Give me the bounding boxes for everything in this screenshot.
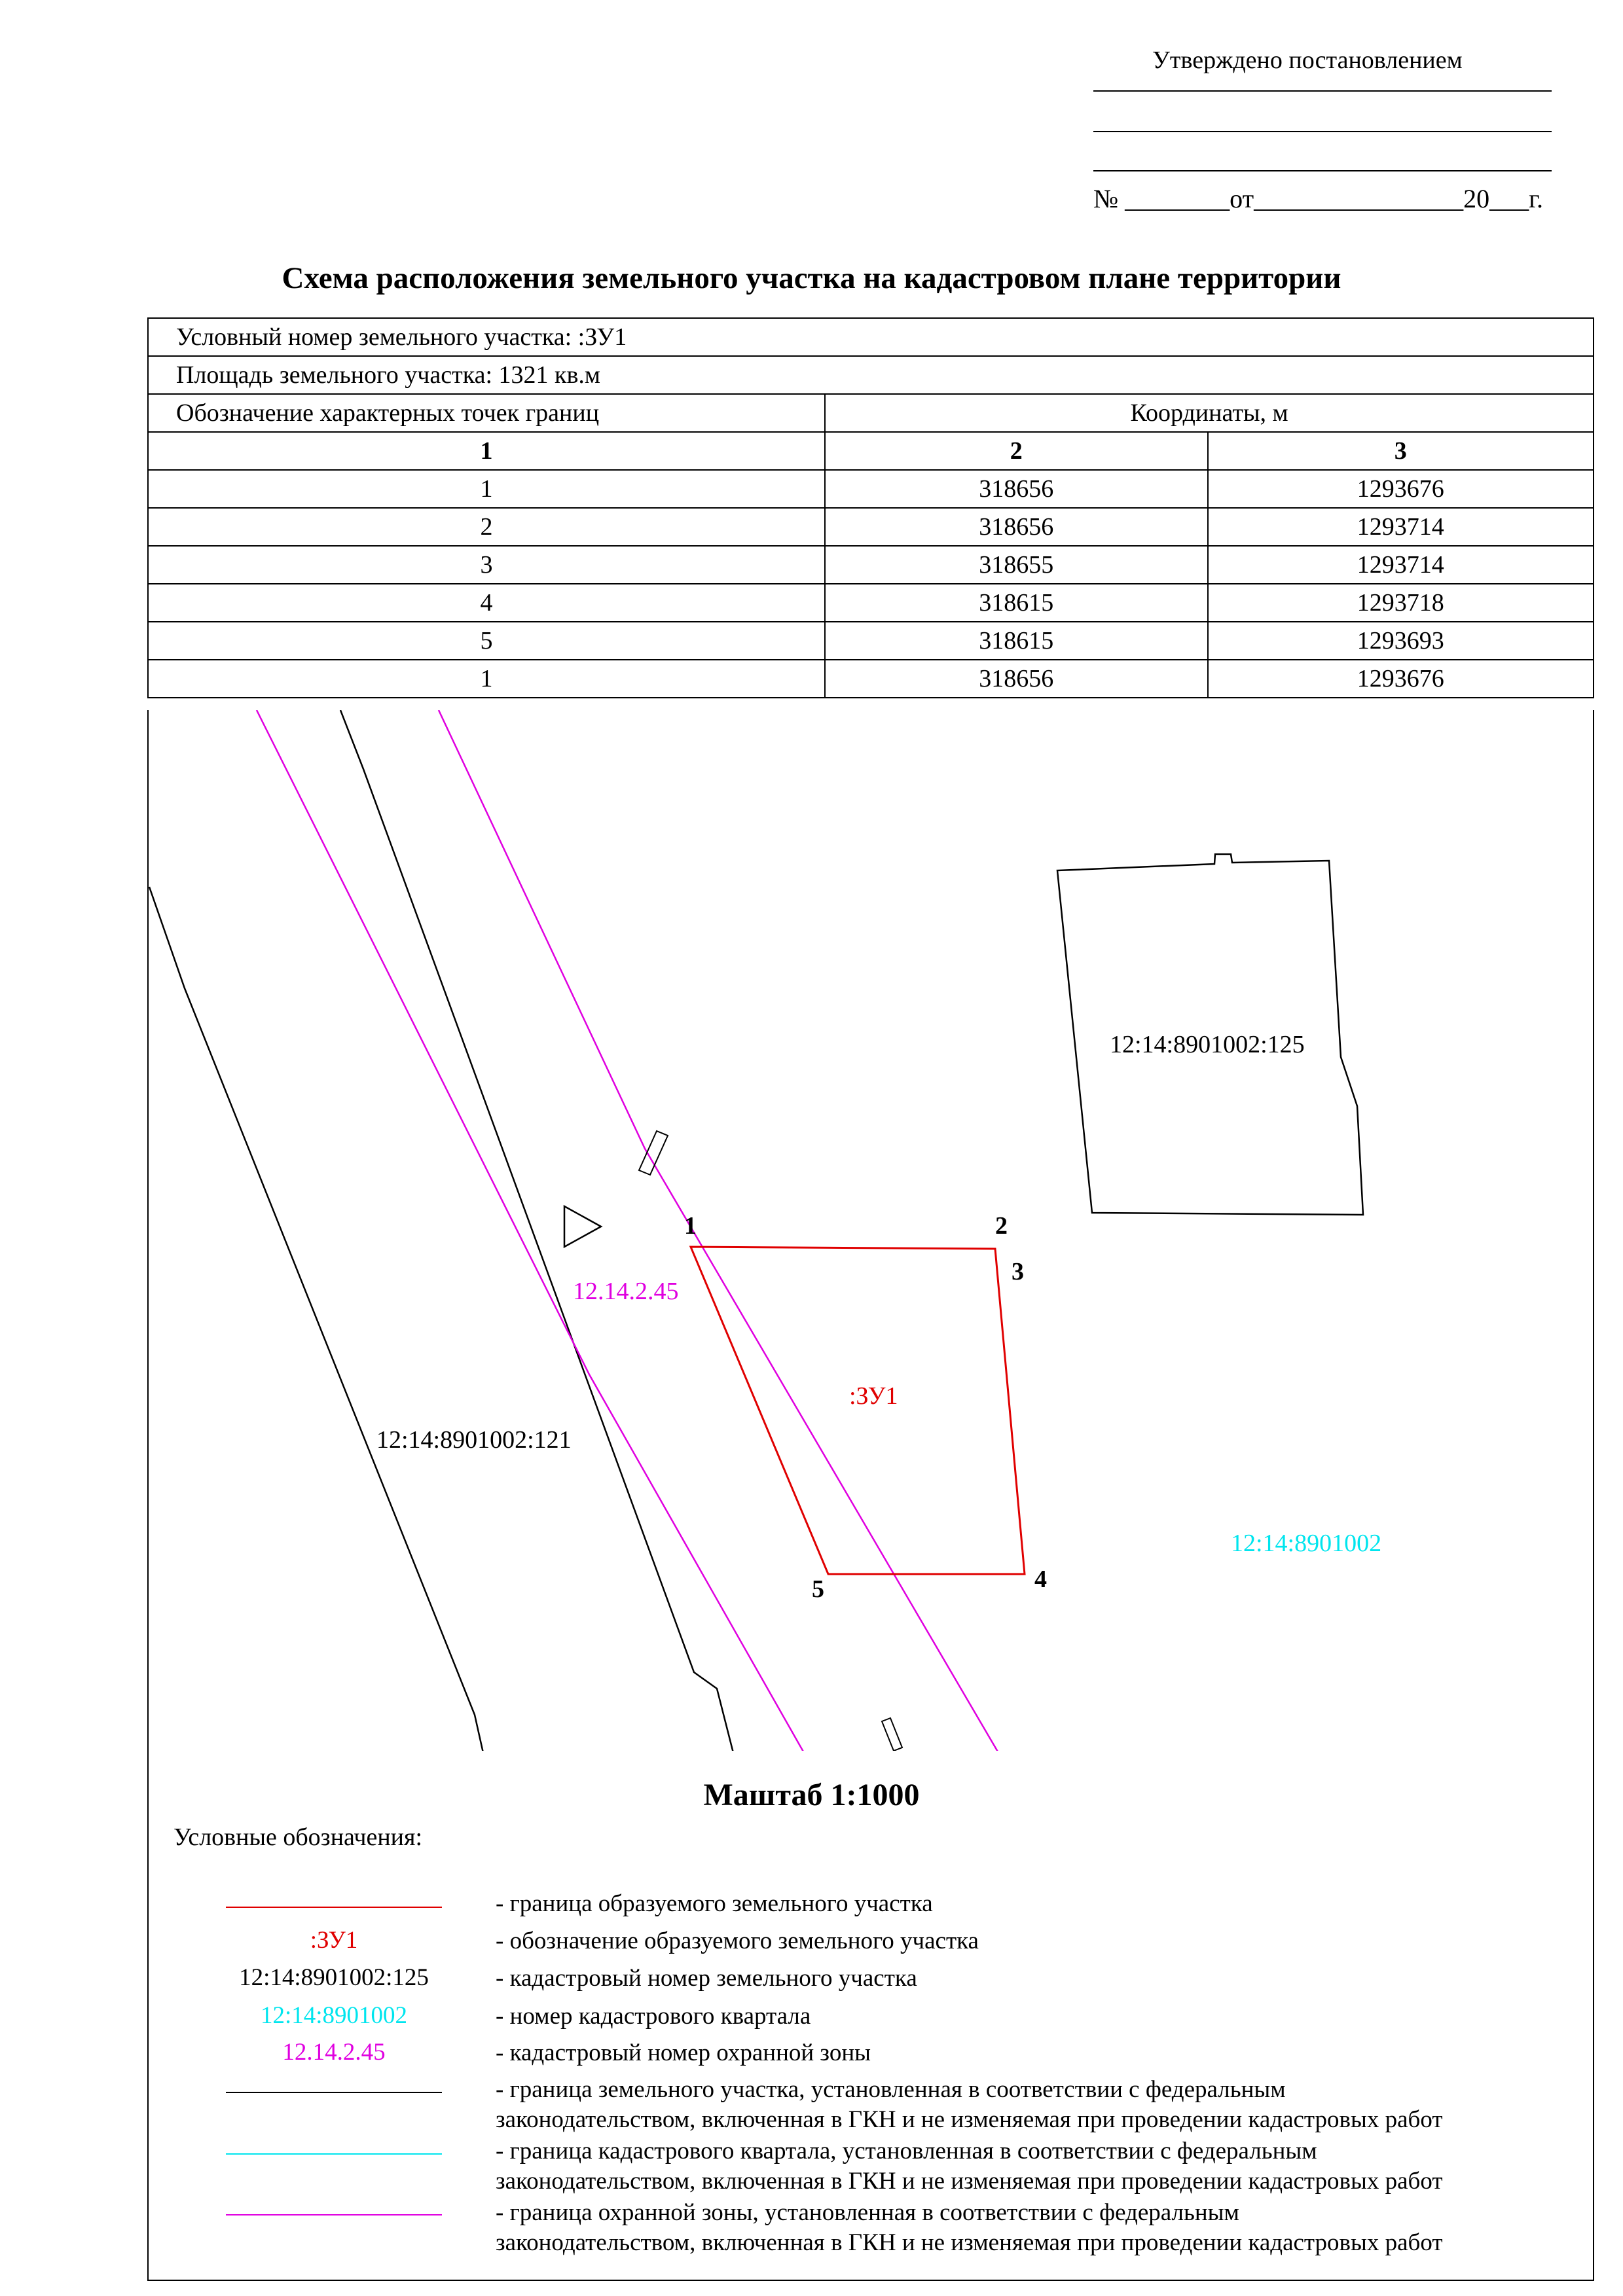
boundary-121-left — [149, 887, 483, 1753]
legend-desc: законодательством, включенная в ГКН и не изменяемая при проведении кадастровых работ — [496, 2106, 1443, 2133]
structure-mark — [639, 1131, 668, 1175]
decree-number-line: № ________от________________20___г. — [1093, 184, 1544, 213]
structure-mark — [882, 1718, 902, 1751]
legend-zone-line — [226, 2214, 442, 2215]
legend-sample-quarter: 12:14:8901002 — [260, 2002, 408, 2029]
legend-desc: законодательством, включенная в ГКН и не изменяемая при проведении кадастровых работ — [496, 2168, 1443, 2195]
y-cell: 1293718 — [1208, 584, 1594, 622]
quarter-label: 12:14:8901002 — [1231, 1530, 1382, 1557]
parcel-zu1-boundary — [691, 1247, 1025, 1574]
point-label: 5 — [812, 1575, 824, 1603]
legend-desc: - номер кадастрового квартала — [496, 2003, 811, 2030]
approved-caption: Утверждено постановлением — [1152, 46, 1463, 74]
landmark-triangle — [564, 1206, 601, 1247]
legend-sample-zu1: :ЗУ1 — [310, 1927, 358, 1954]
legend-desc: - граница образуемого земельного участка — [496, 1890, 933, 1917]
legend-desc: - граница охранной зоны, установленная в соответствии с федеральным — [496, 2199, 1239, 2226]
legend-quarter-line — [226, 2153, 442, 2155]
point-label: 1 — [684, 1212, 697, 1240]
x-cell: 318615 — [825, 622, 1207, 660]
x-cell: 318656 — [825, 660, 1207, 698]
legend-desc: - граница земельного участка, установленная в соответствии с федеральным — [496, 2076, 1286, 2103]
x-cell: 318655 — [825, 546, 1207, 584]
parcel-125-label: 12:14:8901002:125 — [1110, 1031, 1305, 1058]
x-cell: 318615 — [825, 584, 1207, 622]
legend-sample-zone: 12.14.2.45 — [282, 2039, 386, 2066]
boundary-121-right — [340, 710, 733, 1753]
point-cell: 2 — [148, 508, 825, 546]
legend-desc: - кадастровый номер охранной зоны — [496, 2039, 871, 2066]
point-cell: 1 — [148, 470, 825, 508]
y-cell: 1293676 — [1208, 470, 1594, 508]
point-label: 3 — [1012, 1258, 1024, 1285]
legend-desc: - кадастровый номер земельного участка — [496, 1965, 917, 1992]
legend-cadastral-line — [226, 2092, 442, 2093]
legend-desc: законодательством, включенная в ГКН и не изменяемая при проведении кадастровых работ — [496, 2229, 1443, 2256]
point-cell: 1 — [148, 660, 825, 698]
column-number: 1 — [148, 432, 825, 470]
point-label: 4 — [1034, 1566, 1047, 1593]
parcel-area-cell: Площадь земельного участка: 1321 кв.м — [148, 356, 1594, 394]
x-cell: 318656 — [825, 508, 1207, 546]
y-cell: 1293714 — [1208, 508, 1594, 546]
column-number: 3 — [1208, 432, 1594, 470]
point-cell: 4 — [148, 584, 825, 622]
column-number: 2 — [825, 432, 1207, 470]
zone-label: 12.14.2.45 — [573, 1278, 679, 1305]
zone-boundary — [257, 710, 804, 1753]
parcel-zu1-label: :ЗУ1 — [849, 1382, 898, 1410]
legend-sample-cadnum: 12:14:8901002:125 — [239, 1964, 429, 1991]
x-cell: 318656 — [825, 470, 1207, 508]
parcel-number-cell: Условный номер земельного участка: :ЗУ1 — [148, 318, 1594, 356]
coords-header-cell: Координаты, м — [825, 394, 1594, 432]
zone-boundary — [439, 710, 998, 1753]
legend-desc: - обозначение образуемого земельного участка — [496, 1928, 979, 1954]
point-label: 2 — [995, 1212, 1008, 1240]
legend-parcel-line — [226, 1907, 442, 1908]
y-cell: 1293693 — [1208, 622, 1594, 660]
point-cell: 3 — [148, 546, 825, 584]
points-header-cell: Обозначение характерных точек границ — [148, 394, 825, 432]
legend-desc: - граница кадастрового квартала, установленная в соответствии с федеральным — [496, 2138, 1317, 2164]
legend-title: Условные обозначения: — [173, 1823, 423, 1851]
map-scale: Маштаб 1:1000 — [703, 1778, 920, 1812]
parcel-121-label: 12:14:8901002:121 — [376, 1426, 572, 1454]
page-title: Схема расположения земельного участка на кадастровом плане территории — [282, 261, 1341, 295]
y-cell: 1293714 — [1208, 546, 1594, 584]
point-cell: 5 — [148, 622, 825, 660]
y-cell: 1293676 — [1208, 660, 1594, 698]
